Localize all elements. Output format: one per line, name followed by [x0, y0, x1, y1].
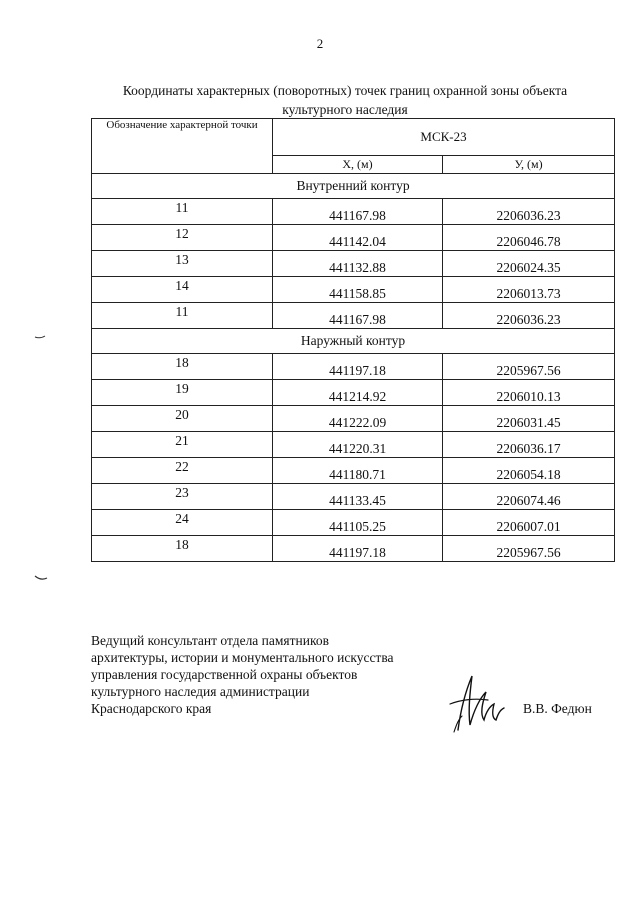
y-cell: 2206046.78: [443, 225, 615, 251]
signatory-title-line: Ведущий консультант отдела памятников: [91, 633, 329, 648]
x-cell: 441220.31: [273, 432, 443, 458]
point-cell: 11: [92, 199, 273, 225]
y-cell: 2205967.56: [443, 536, 615, 562]
point-cell: 12: [92, 225, 273, 251]
point-cell: 14: [92, 277, 273, 303]
y-cell: 2205967.56: [443, 354, 615, 380]
x-cell: 441197.18: [273, 354, 443, 380]
table-row: [92, 354, 615, 380]
table-row: [92, 251, 615, 277]
inner-contour-label: Внутренний контур: [92, 174, 615, 199]
handwritten-signature: [440, 670, 510, 740]
x-cell: 441167.98: [273, 199, 443, 225]
signer-name: В.В. Федюн: [523, 701, 592, 716]
margin-mark: [34, 334, 46, 340]
section-row-inner: [92, 174, 615, 199]
section-row-outer: [92, 329, 615, 354]
signatory-title-line: управления государственной охраны объектов: [91, 667, 358, 682]
y-cell: 2206007.01: [443, 510, 615, 536]
point-cell: 22: [92, 458, 273, 484]
y-cell: 2206010.13: [443, 380, 615, 406]
header-point-designation: Обозначение характерной точки: [92, 119, 273, 174]
header-x: X, (м): [273, 156, 443, 174]
point-cell: 24: [92, 510, 273, 536]
y-cell: 2206036.23: [443, 199, 615, 225]
table-row: [92, 484, 615, 510]
x-cell: 441167.98: [273, 303, 443, 329]
header-coordinate-system: МСК-23: [273, 119, 615, 156]
table-row: [92, 458, 615, 484]
point-cell: 11: [92, 303, 273, 329]
point-cell: 18: [92, 354, 273, 380]
x-cell: 441158.85: [273, 277, 443, 303]
x-cell: 441197.18: [273, 536, 443, 562]
y-cell: 2206024.35: [443, 251, 615, 277]
x-cell: 441142.04: [273, 225, 443, 251]
x-cell: 441214.92: [273, 380, 443, 406]
point-cell: 19: [92, 380, 273, 406]
outer-contour-label: Наружный контур: [92, 329, 615, 354]
table-row: [92, 406, 615, 432]
table-header-row: [92, 119, 615, 156]
signatory-title-line: архитектуры, истории и монументального искусства: [91, 650, 394, 665]
y-cell: 2206036.23: [443, 303, 615, 329]
y-cell: 2206074.46: [443, 484, 615, 510]
page-number: 2: [316, 36, 324, 51]
signature-block: [91, 632, 451, 717]
document-title: Координаты характерных (поворотных) точек границ охранной зоны объекта культурного наследия: [122, 83, 568, 117]
y-cell: 2206036.17: [443, 432, 615, 458]
x-cell: 441222.09: [273, 406, 443, 432]
point-cell: 20: [92, 406, 273, 432]
y-cell: 2206031.45: [443, 406, 615, 432]
x-cell: 441180.71: [273, 458, 443, 484]
margin-mark: [34, 574, 48, 582]
x-cell: 441133.45: [273, 484, 443, 510]
point-cell: 18: [92, 536, 273, 562]
table-row: [92, 303, 615, 329]
signatory-title-line: культурного наследия администрации: [91, 684, 310, 699]
x-cell: 441105.25: [273, 510, 443, 536]
point-cell: 21: [92, 432, 273, 458]
y-cell: 2206054.18: [443, 458, 615, 484]
signatory-title-line: Краснодарского края: [91, 701, 212, 716]
point-cell: 13: [92, 251, 273, 277]
point-cell: 23: [92, 484, 273, 510]
table-row: [92, 225, 615, 251]
y-cell: 2206013.73: [443, 277, 615, 303]
table-row: [92, 510, 615, 536]
coordinates-table: [91, 118, 615, 562]
header-y: У, (м): [443, 156, 615, 174]
table-row: [92, 277, 615, 303]
table-row: [92, 199, 615, 225]
table-row: [92, 536, 615, 562]
table-row: [92, 432, 615, 458]
table-row: [92, 380, 615, 406]
x-cell: 441132.88: [273, 251, 443, 277]
